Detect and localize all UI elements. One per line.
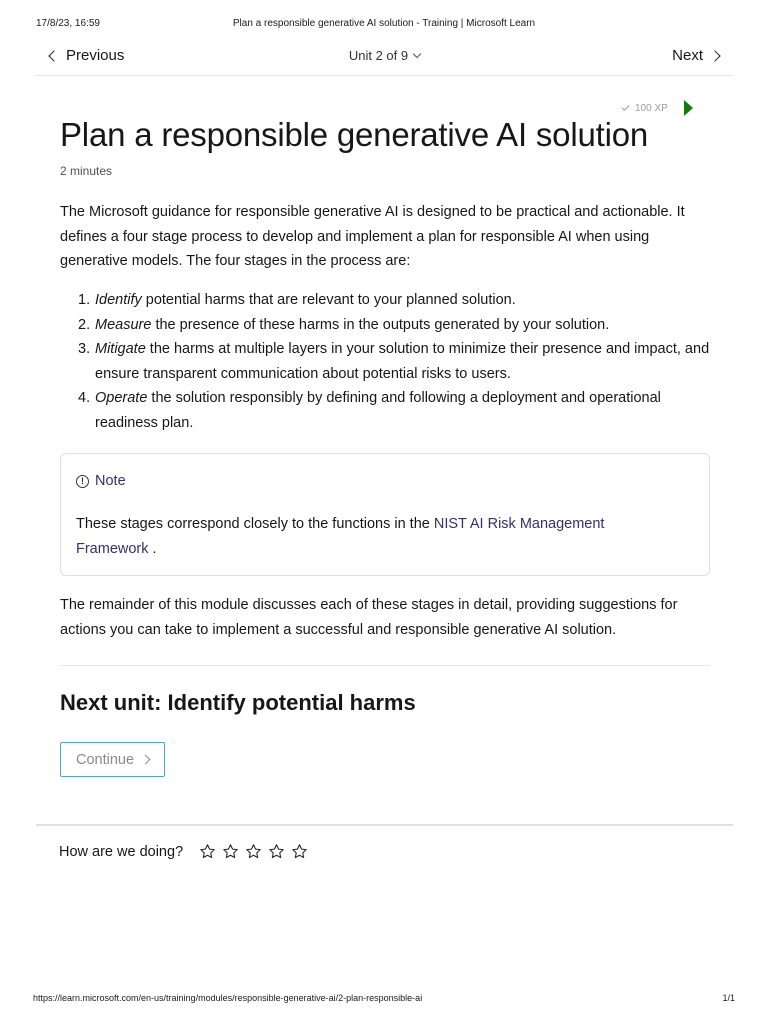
star-icon[interactable] <box>222 843 239 860</box>
chevron-right-icon <box>141 755 151 765</box>
page-title: Plan a responsible generative AI solution <box>60 116 649 153</box>
print-header <box>0 18 768 32</box>
star-icon[interactable] <box>245 843 262 860</box>
step-term: Identify <box>95 292 142 308</box>
intro-paragraph: The Microsoft guidance for responsible generative AI is designed to be practical and actionable. It defines a four stage process to develop and implement a plan for responsible AI when using generative models. The four stages in the process are: <box>60 204 685 269</box>
previous-label: Previous <box>66 47 125 64</box>
print-page-number: 1/1 <box>722 993 735 1003</box>
feedback-rating <box>59 843 308 860</box>
unit-navigation <box>36 44 733 76</box>
divider <box>60 665 710 666</box>
nist-framework-link[interactable]: NIST AI Risk Management Framework <box>76 516 605 557</box>
print-url: https://learn.microsoft.com/en-us/training/modules/responsible-generative-ai/2-plan-responsible-ai <box>33 993 423 1003</box>
star-icon[interactable] <box>199 843 216 860</box>
chevron-down-icon <box>413 50 421 58</box>
next-unit-heading: Next unit: Identify potential harms <box>60 690 416 715</box>
info-icon: ! <box>76 475 89 488</box>
continue-label: Continue <box>75 751 135 768</box>
list-item: 2. Measure the presence of these harms in the outputs generated by your solution. <box>78 316 610 333</box>
continue-button[interactable] <box>60 742 165 777</box>
note-callout <box>60 453 710 576</box>
chevron-left-icon <box>48 50 59 61</box>
list-item: 1. Identify potential harms that are relevant to your planned solution. <box>78 292 516 308</box>
stages-list <box>60 288 720 435</box>
next-label: Next <box>672 47 703 64</box>
print-date: 17/8/23, 16:59 <box>36 18 100 29</box>
check-icon <box>622 103 630 111</box>
next-button[interactable] <box>672 47 719 64</box>
feedback-question: How are we doing? <box>59 843 184 860</box>
print-title: Plan a responsible generative AI solution - Training | Microsoft Learn <box>232 18 536 29</box>
unit-indicator <box>36 48 733 63</box>
remainder-paragraph: The remainder of this module discusses each of these stages in detail, providing suggestions for actions you can take to implement a successful and responsible generative AI solution. <box>60 597 678 638</box>
star-rating <box>199 843 308 860</box>
unit-dropdown[interactable] <box>349 48 420 63</box>
step-term: Operate <box>95 390 148 406</box>
chevron-right-icon <box>709 50 720 61</box>
play-icon[interactable] <box>684 100 693 116</box>
xp-indicator <box>622 100 693 116</box>
divider <box>36 824 733 826</box>
xp-label: 100 XP <box>635 102 668 114</box>
print-footer <box>0 993 768 1007</box>
step-term: Mitigate <box>95 341 146 357</box>
duration: 2 minutes <box>60 164 113 178</box>
note-heading: ! Note <box>76 473 126 489</box>
note-text: These stages correspond closely to the functions in the NIST AI Risk Management Framework . <box>76 516 605 557</box>
star-icon[interactable] <box>291 843 308 860</box>
list-item: 3. Mitigate the harms at multiple layers in your solution to minimize their presence and impact, and ensure transparent communication about potential risks to users. <box>78 341 710 382</box>
list-item: 4. Operate the solution responsibly by defining and following a deployment and operational readiness plan. <box>78 390 661 431</box>
previous-button[interactable] <box>50 47 124 64</box>
step-term: Measure <box>95 316 152 333</box>
star-icon[interactable] <box>268 843 285 860</box>
unit-label: Unit 2 of 9 <box>348 48 409 63</box>
